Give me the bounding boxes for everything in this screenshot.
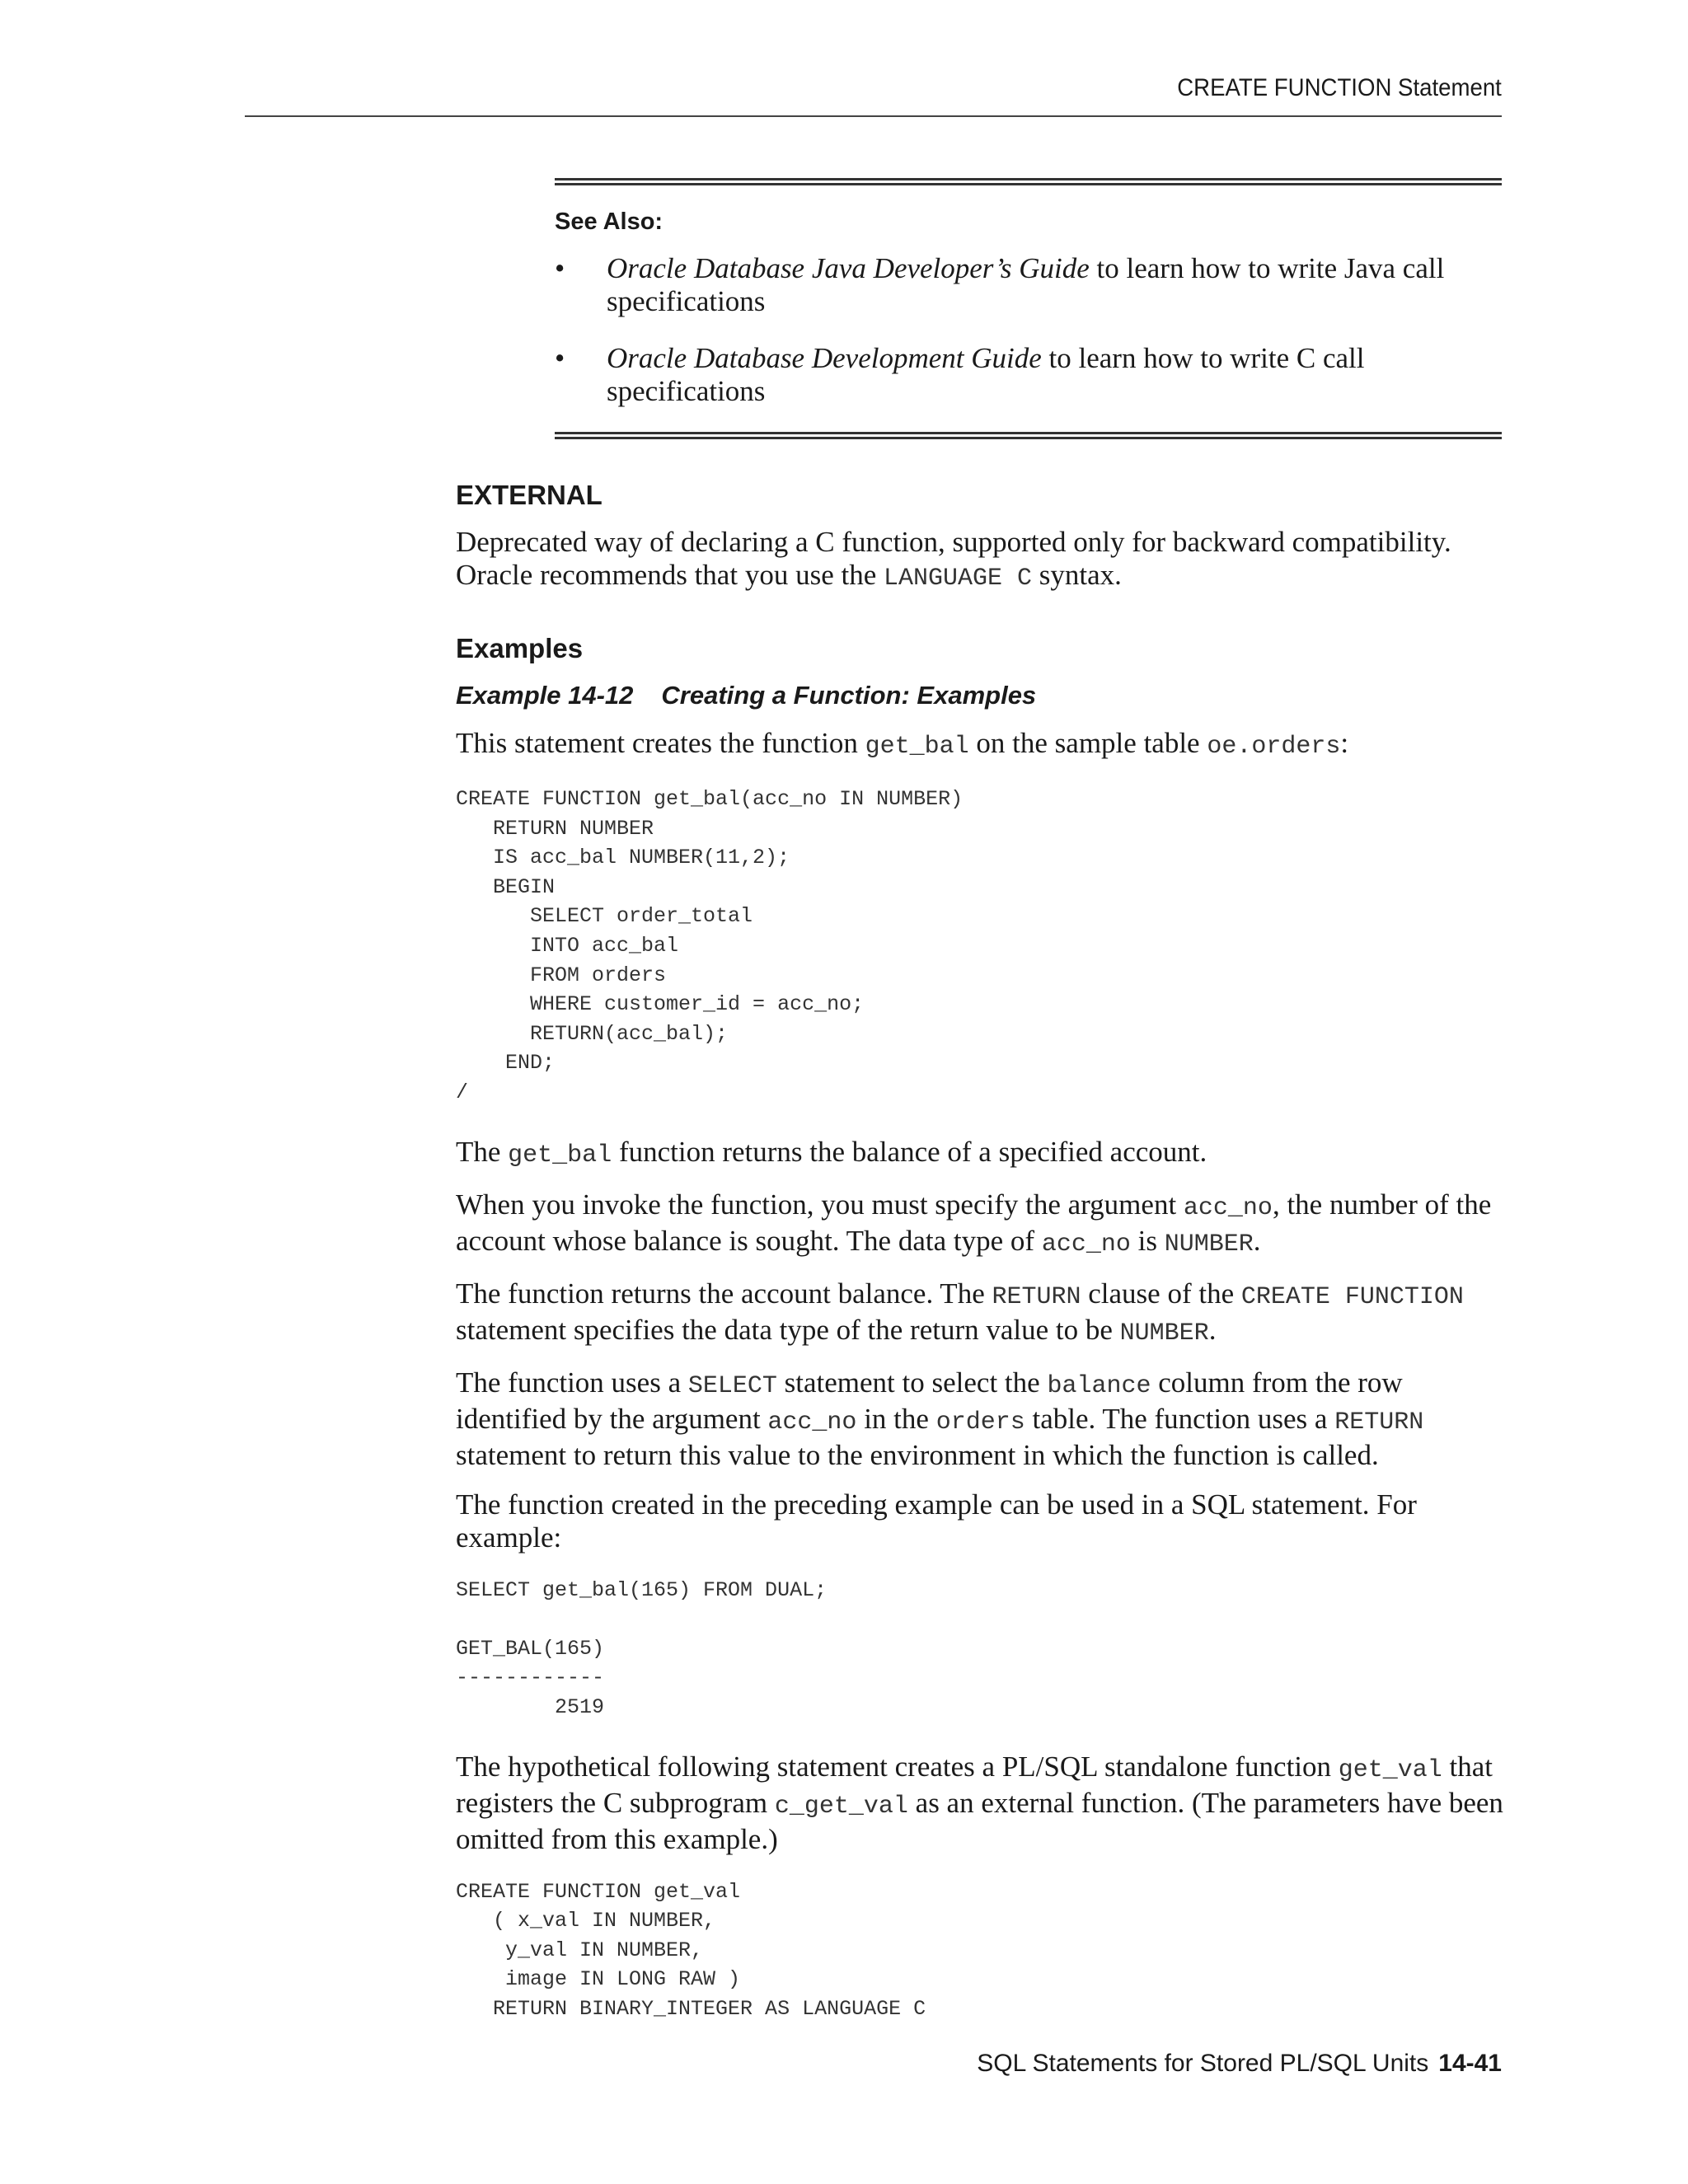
text-run: syntax. [1032,559,1122,591]
inline-code: acc_no [1041,1230,1131,1258]
text-run: , the number of the account whose balance is sought. The data type of [456,1188,1492,1257]
paragraph [456,1188,1507,1261]
inline-code: acc_no [767,1408,857,1436]
paragraph [456,526,1507,595]
paragraph [456,1366,1507,1472]
inline-code: LANGUAGE C [883,565,1033,593]
inline-code: RETURN [992,1282,1081,1311]
text-run: is [1130,1224,1165,1257]
text-run: statement to return this value to the environment in which the function is called. [456,1438,1379,1471]
inline-code: c_get_val [774,1792,908,1821]
inline-code: get_val [1338,1755,1442,1784]
paragraph [456,1136,1507,1172]
see-also-item-text: to learn how to write C call specifications [607,342,1365,407]
text-run: statement specifies the data type of the return value to be [456,1313,1120,1346]
bullet-icon: • [555,342,565,374]
inline-code: acc_no [1183,1193,1273,1222]
inline-code: CREATE FUNCTION [1240,1282,1464,1311]
running-header: CREATE FUNCTION Statement [1177,74,1502,101]
inline-code: oe.orders [1207,733,1341,761]
book-title-link[interactable]: Oracle Database Development Guide [607,342,1042,374]
text-run: : [1340,727,1349,759]
inline-code: RETURN [1334,1408,1424,1436]
inline-code: orders [935,1408,1025,1436]
book-title-link[interactable]: Oracle Database Java Developer’s Guide [607,252,1090,284]
see-also-bottom-rule [555,432,1502,439]
text-run: in the [856,1402,936,1435]
inline-code: balance [1047,1371,1151,1400]
text-run: . [1208,1313,1217,1346]
text-run: statement to select the [776,1366,1048,1399]
text-run: The function returns the account balance. The [456,1277,992,1310]
see-also-item-text: to learn how to write Java call specifications [607,252,1445,317]
text-run: on the sample table [968,727,1207,759]
section-heading-external: EXTERNAL [456,480,603,510]
header-rule [245,115,1502,117]
inline-code: NUMBER [1164,1230,1254,1258]
section-heading-examples: Examples [456,633,584,663]
main-content [456,480,1507,2046]
text-run: clause of the [1081,1277,1241,1310]
footer-title: SQL Statements for Stored PL/SQL Units [977,2050,1429,2077]
text-run: Deprecated way of declaring a C function, supported only for backward compatibility. Oracle recommends that you use the [456,526,1451,591]
text-run: The [456,1135,509,1168]
text-run: The function uses a [456,1366,688,1399]
example-number: Example 14-12 [456,681,634,710]
example-title: Creating a Function: Examples [661,681,1037,710]
page-footer [977,2050,1502,2078]
see-also-heading: See Also: [555,209,663,235]
text-run: that registers the C subprogram [456,1750,1493,1819]
text-run: function returns the balance of a specified account. [612,1135,1207,1168]
paragraph [456,727,1507,763]
example-caption [456,681,1507,710]
page-number: 14-41 [1438,2050,1502,2077]
text-run: column from the row identified by the argument [456,1366,1403,1435]
paragraph [456,1277,1507,1350]
text-run: as an external function. (The parameters have been omitted from this example.) [456,1786,1503,1855]
paragraph: The function created in the preceding example can be used in a SQL statement. For example: [456,1488,1417,1554]
text-run: This statement creates the function [456,727,865,759]
see-also-item [555,342,1502,408]
see-also-top-rule [555,178,1502,185]
text-run: . [1253,1224,1261,1257]
code-block: CREATE FUNCTION get_val ( x_val IN NUMBER, y_val IN NUMBER, image IN LONG RAW ) RETURN BINARY_INTEGER AS LANGUAGE C [456,1879,926,2021]
see-also-box [555,178,1502,439]
text-run: The hypothetical following statement creates a PL/SQL standalone function [456,1750,1339,1783]
see-also-item [555,252,1502,318]
text-run: table. The function uses a [1025,1402,1335,1435]
bullet-icon: • [555,252,565,284]
code-block: CREATE FUNCTION get_bal(acc_no IN NUMBER) RETURN NUMBER IS acc_bal NUMBER(11,2); BEGIN SELECT order_total INTO acc_bal FROM orders WHERE customer_id = acc_no; RETURN(acc_bal); END; / [456,787,964,1104]
code-block: SELECT get_bal(165) FROM DUAL; GET_BAL(165) ------------ 2519 [456,1577,828,1719]
inline-code: get_bal [865,733,969,761]
inline-code: NUMBER [1119,1319,1209,1347]
inline-code: SELECT [687,1371,777,1400]
inline-code: get_bal [508,1141,612,1169]
paragraph [456,1750,1507,1856]
text-run: When you invoke the function, you must specify the argument [456,1188,1184,1221]
